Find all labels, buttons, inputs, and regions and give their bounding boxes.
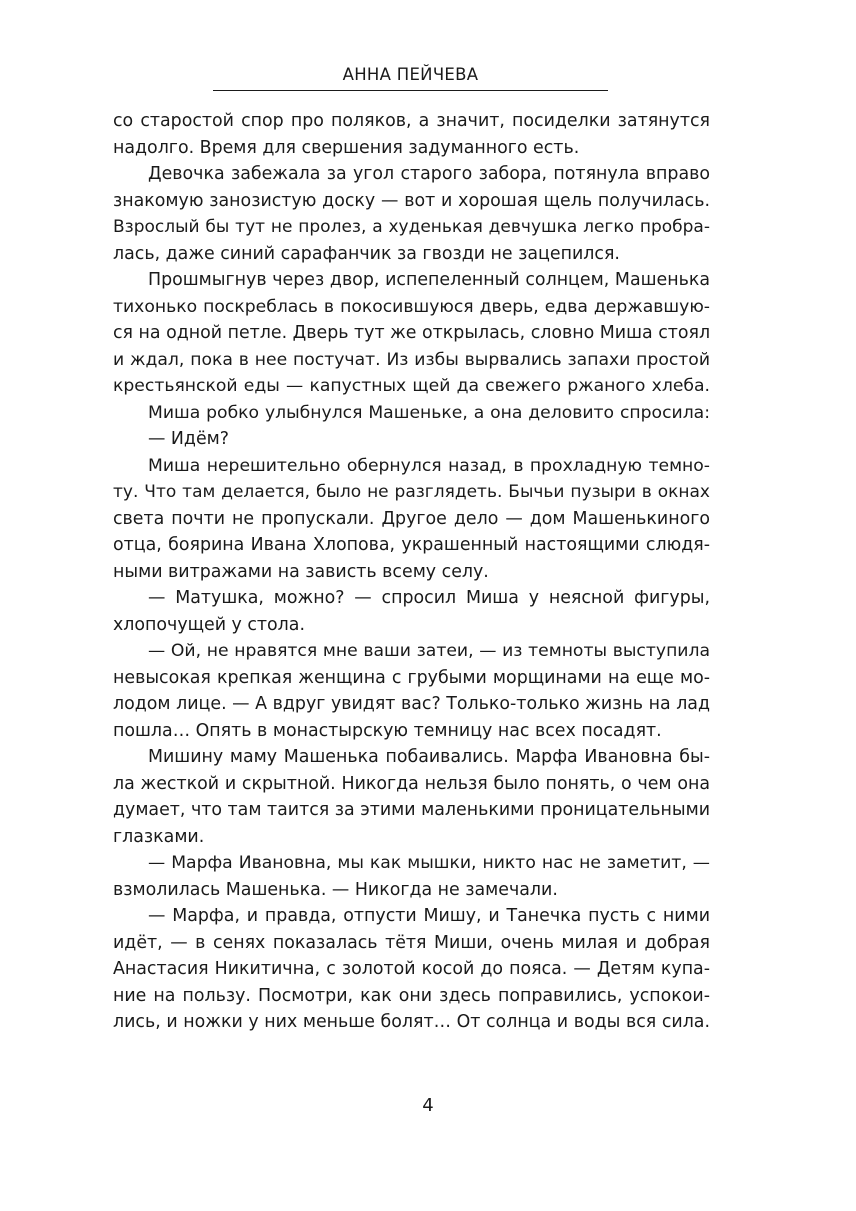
text-line: и ждал, пока в нее постучат. Из избы вырвались запахи простой xyxy=(113,349,710,370)
text-line: идёт, — в сенях показалась тётя Миши, очень милая и добрая xyxy=(113,932,710,953)
body-text xyxy=(113,108,710,1036)
text-line: глазками. xyxy=(113,826,205,847)
page-number: 4 xyxy=(422,1095,434,1116)
text-line: — Марфа Ивановна, мы как мышки, никто нас не заметит, — xyxy=(148,853,710,873)
text-line: взмолилась Машенька. — Никогда не замечали. xyxy=(113,879,558,900)
text-line: надолго. Время для свершения задуманного есть. xyxy=(113,137,580,158)
text-line: ными витражами на зависть всему селу. xyxy=(113,561,489,582)
text-line: лась, даже синий сарафанчик за гвозди не зацепился. xyxy=(113,243,620,264)
text-line: Взрослый бы тут не пролез, а худенькая девчушка легко пробра- xyxy=(113,217,710,237)
text-line: Мишину маму Машенька побаивались. Марфа Ивановна бы- xyxy=(148,747,710,767)
text-line: Анастасия Никитична, с золотой косой до пояса. — Детям купа- xyxy=(113,959,710,979)
text-line: ся на одной петле. Дверь тут же открылась, словно Миша стоял xyxy=(113,323,711,343)
text-line: Девочка забежала за угол старого забора, потянула вправо xyxy=(148,164,710,184)
text-line: пошла… Опять в монастырскую темницу нас всех посадят. xyxy=(113,720,662,741)
running-head: АННА ПЕЙЧЕВА xyxy=(342,65,479,84)
text-line: думает, что там таится за этими маленькими проницательными xyxy=(113,800,711,820)
text-line: — Матушка, можно? — спросил Миша у неясной фигуры, xyxy=(148,588,710,608)
text-line: Прошмыгнув через двор, испепеленный солнцем, Машенька xyxy=(148,270,710,290)
text-line: лись, и ножки у них меньше болят… От солнца и воды вся сила. xyxy=(113,1012,710,1032)
text-line: со старостой спор про поляков, а значит, посиделки затянутся xyxy=(113,111,710,131)
text-line: невысокая крепкая женщина с грубыми морщинами на еще мо- xyxy=(113,667,710,688)
text-line: — Марфа, и правда, отпусти Мишу, и Танечка пусть с ними xyxy=(148,906,710,926)
text-line: света почти не пропускали. Другое дело — дом Машенькиного xyxy=(113,508,710,529)
text-line: — Идём? xyxy=(148,429,230,449)
text-line: отца, боярина Ивана Хлопова, украшенный настоящими слюдя- xyxy=(113,535,710,555)
text-line: Миша робко улыбнулся Машеньке, а она деловито спросила: xyxy=(148,402,710,423)
text-line: — Ой, не нравятся мне ваши затеи, — из темноты выступила xyxy=(148,641,710,661)
text-line: крестьянской еды — капустных щей да свежего ржаного хлеба. xyxy=(113,376,710,396)
text-line: ту. Что там делается, было не разглядеть. Бычьи пузыри в окнах xyxy=(113,482,710,502)
text-line: тихонько поскреблась в покосившуюся дверь, едва державшую- xyxy=(113,296,710,317)
text-line: ла жесткой и скрытной. Никогда нельзя было понять, о чем она xyxy=(113,773,710,794)
text-line: лодом лице. — А вдруг увидят вас? Только-только жизнь на лад xyxy=(113,694,710,714)
header-rule xyxy=(213,90,608,91)
text-line: знакомую занозистую доску — вот и хорошая щель получилась. xyxy=(113,190,710,211)
text-line: хлопочущей у стола. xyxy=(113,614,305,635)
text-line: ние на пользу. Посмотри, как они здесь поправились, успокои- xyxy=(113,985,710,1006)
text-line: Миша нерешительно обернулся назад, в прохладную темно- xyxy=(148,455,710,476)
